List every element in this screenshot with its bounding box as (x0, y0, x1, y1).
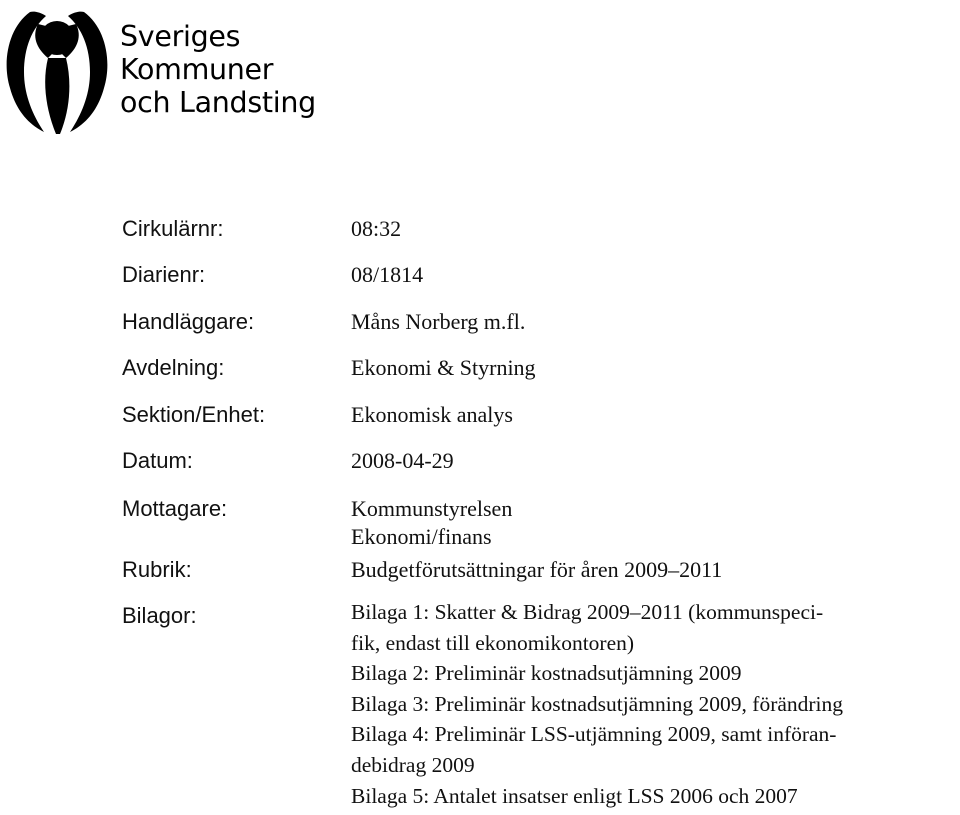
list-item: Bilaga 2: Preliminär kostnadsutjämning 2009 (351, 661, 742, 686)
avdelning-value: Ekonomi & Styrning (351, 355, 536, 380)
list-item: Bilaga 4: Preliminär LSS-utjämning 2009, samt införan- (351, 722, 837, 747)
organization-name-line-2: Kommuner (120, 53, 274, 86)
list-item: Bilaga 1: Skatter & Bidrag 2009–2011 (kommunspeci- (351, 600, 824, 624)
mottagare-label: Mottagare: (122, 496, 228, 521)
bilagor-label: Bilagor: (122, 603, 197, 628)
organization-name (120, 20, 316, 119)
mottagare-value-2: Ekonomi/finans (351, 524, 492, 549)
cirkularnr-label: Cirkulärnr: (122, 216, 224, 241)
mottagare-value-1: Kommunstyrelsen (351, 496, 513, 521)
datum-value: 2008-04-29 (351, 448, 454, 473)
diarienr-label: Diarienr: (122, 262, 206, 287)
list-item: debidrag 2009 (351, 752, 475, 777)
bilagor-list (351, 597, 843, 811)
sektion-label: Sektion/Enhet: (122, 402, 266, 427)
diarienr-value: 08/1814 (351, 262, 424, 287)
organization-logo (0, 0, 330, 140)
cirkularnr-value: 08:32 (351, 216, 402, 241)
handlaggare-label: Handläggare: (122, 309, 255, 334)
handlaggare-value: Måns Norberg m.fl. (351, 309, 526, 334)
rubrik-value: Budgetförutsättningar för åren 2009–2011 (351, 557, 723, 582)
rubrik-label: Rubrik: (122, 557, 192, 582)
list-item: fik, endast till ekonomikontoren) (351, 630, 635, 655)
list-item: Bilaga 3: Preliminär kostnadsutjämning 2009, förändring (351, 691, 844, 716)
avdelning-label: Avdelning: (122, 355, 225, 380)
organization-name-line-1: Sveriges (120, 20, 241, 53)
organization-name-line-3: och Landsting (120, 86, 316, 119)
sektion-value: Ekonomisk analys (351, 402, 513, 427)
list-item: Bilaga 5: Antalet insatser enligt LSS 2006 och 2007 (351, 783, 798, 808)
figure-silhouette-logo-icon (2, 2, 112, 136)
datum-label: Datum: (122, 448, 193, 473)
